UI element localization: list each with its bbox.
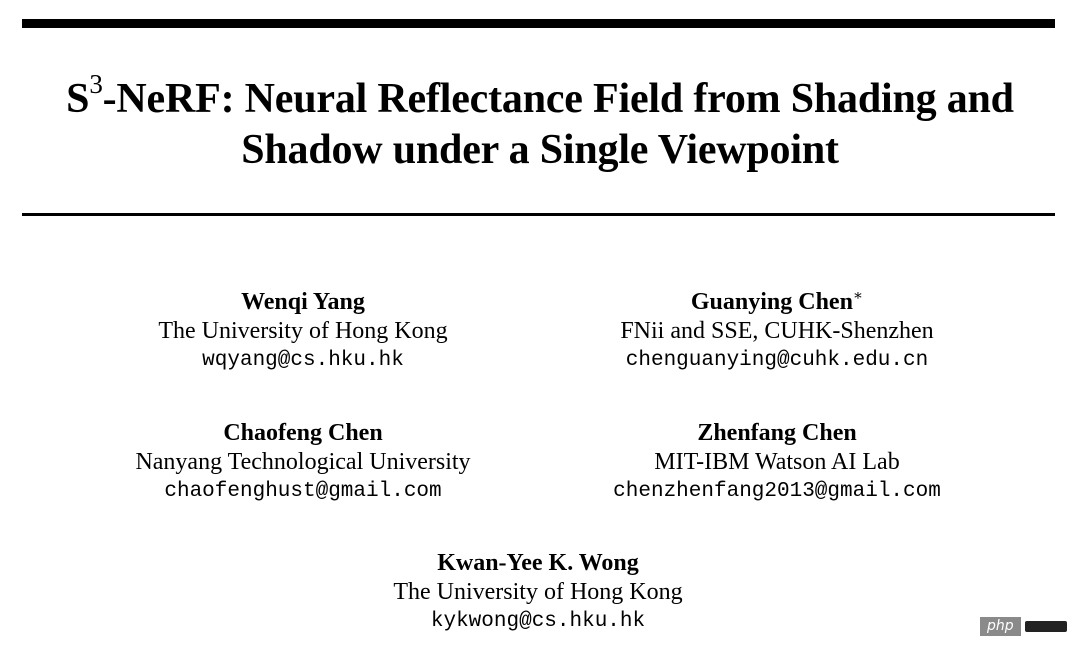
author-name-text: Chaofeng Chen bbox=[223, 420, 383, 446]
author-block bbox=[43, 419, 563, 506]
author-email: chenguanying@cuhk.edu.cn bbox=[625, 349, 929, 372]
author-name bbox=[517, 288, 1037, 317]
author-block bbox=[517, 288, 1037, 375]
author-name-text: Kwan-Yee K. Wong bbox=[437, 550, 639, 576]
author-affiliation: Nanyang Technological University bbox=[135, 449, 471, 475]
watermark-bar bbox=[1025, 621, 1067, 632]
author-email: chaofenghust@gmail.com bbox=[164, 480, 442, 503]
author-email: chenzhenfang2013@gmail.com bbox=[613, 480, 941, 503]
author-block bbox=[517, 419, 1037, 506]
author-email: kykwong@cs.hku.hk bbox=[430, 610, 646, 633]
author-name bbox=[43, 419, 563, 448]
title-line-2: Shadow under a Single Viewpoint bbox=[241, 127, 839, 173]
author-affiliation: FNii and SSE, CUHK-Shenzhen bbox=[620, 318, 934, 344]
author-affiliation: MIT-IBM Watson AI Lab bbox=[654, 449, 900, 475]
author-name bbox=[278, 549, 798, 578]
author-affiliation: The University of Hong Kong bbox=[393, 579, 683, 605]
bottom-rule bbox=[22, 213, 1055, 216]
title-superscript: 3 bbox=[89, 69, 103, 99]
author-block bbox=[278, 549, 798, 636]
title-line-1 bbox=[0, 69, 1080, 125]
php-logo: php bbox=[980, 617, 1021, 636]
corresponding-author-marker: ∗ bbox=[852, 288, 864, 304]
author-block bbox=[43, 288, 563, 375]
author-email: wqyang@cs.hku.hk bbox=[202, 349, 404, 372]
author-name bbox=[517, 419, 1037, 448]
author-affiliation: The University of Hong Kong bbox=[158, 318, 448, 344]
title-prefix: S bbox=[66, 76, 90, 122]
paper-title bbox=[0, 69, 1080, 176]
author-name-text: Wenqi Yang bbox=[241, 289, 365, 315]
top-rule bbox=[22, 19, 1055, 28]
author-name-text: Zhenfang Chen bbox=[697, 420, 857, 446]
author-name-text: Guanying Chen bbox=[690, 289, 853, 315]
title-line-1-rest: -NeRF: Neural Reflectance Field from Shading and bbox=[102, 76, 1014, 122]
author-name bbox=[43, 288, 563, 317]
php-watermark bbox=[980, 617, 1067, 636]
